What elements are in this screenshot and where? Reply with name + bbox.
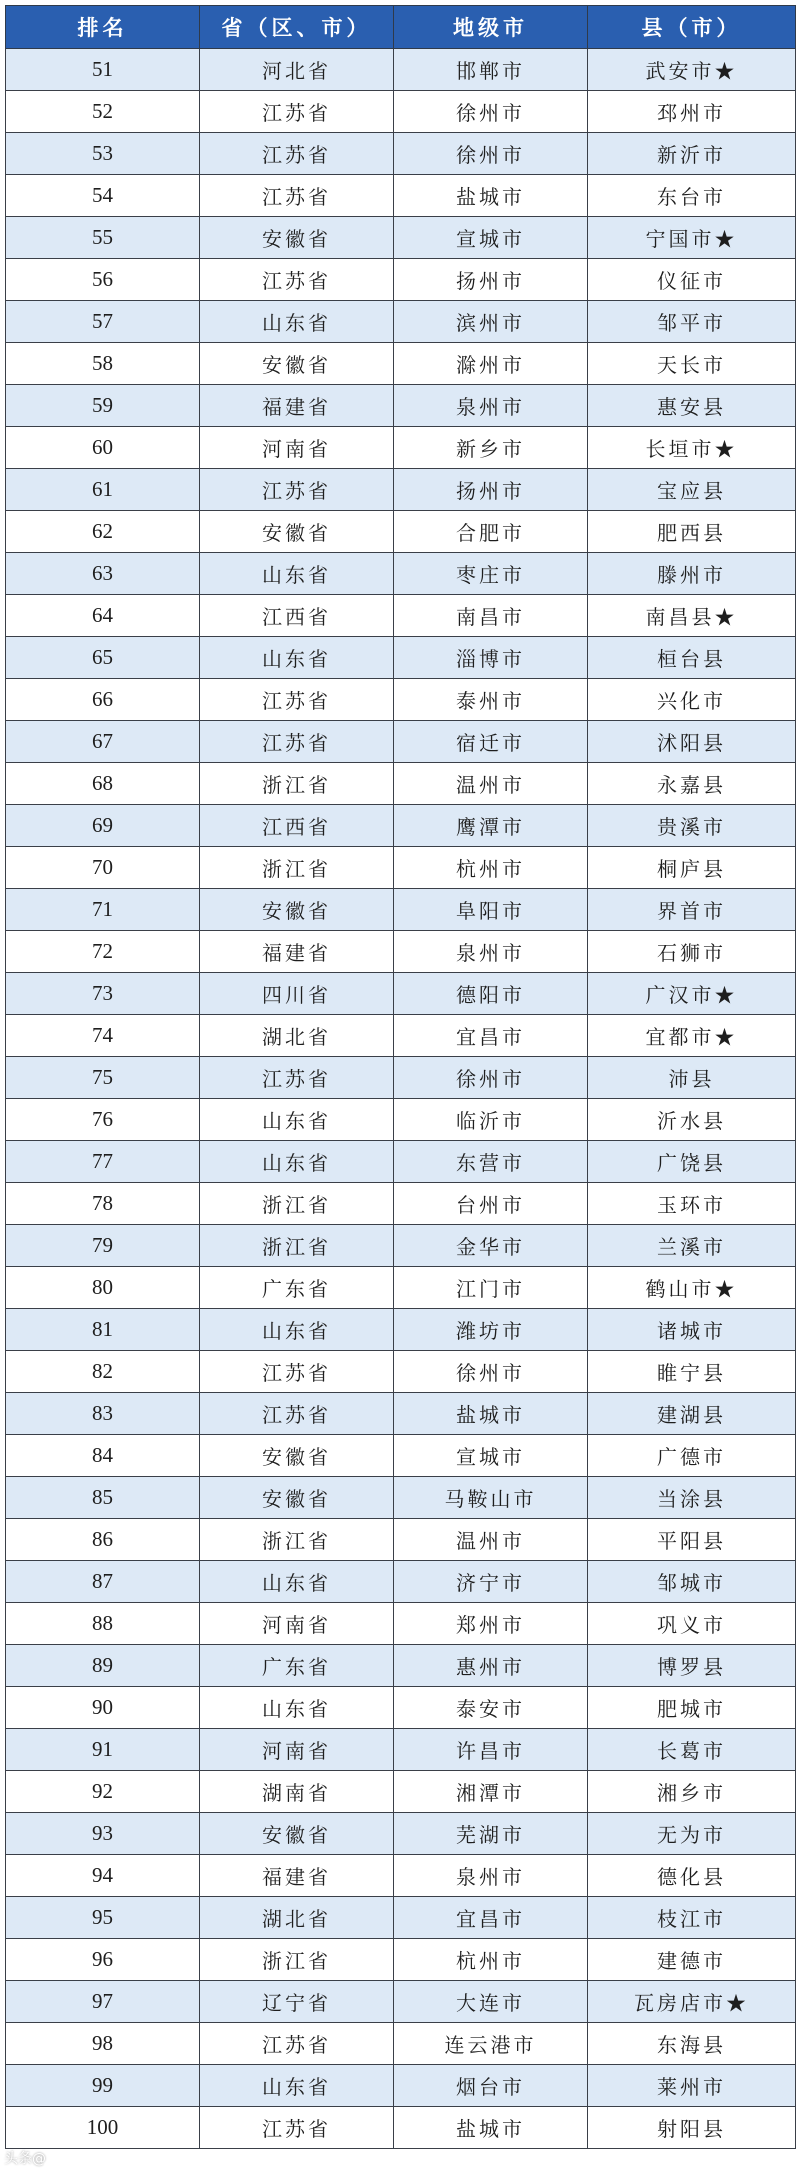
cell-rank: 74 [6, 1015, 200, 1057]
cell-province: 山东省 [200, 1309, 394, 1351]
cell-rank: 97 [6, 1981, 200, 2023]
cell-county: 广汉市★ [588, 973, 796, 1015]
table-row [6, 1813, 796, 1855]
cell-rank: 88 [6, 1603, 200, 1645]
cell-prefecture-city: 惠州市 [394, 1645, 588, 1687]
table-row [6, 1939, 796, 1981]
cell-prefecture-city: 马鞍山市 [394, 1477, 588, 1519]
cell-county: 沛县 [588, 1057, 796, 1099]
cell-county: 长垣市★ [588, 427, 796, 469]
cell-province: 江苏省 [200, 1351, 394, 1393]
table-row [6, 91, 796, 133]
cell-rank: 61 [6, 469, 200, 511]
cell-rank: 63 [6, 553, 200, 595]
cell-rank: 96 [6, 1939, 200, 1981]
cell-province: 广东省 [200, 1645, 394, 1687]
cell-rank: 94 [6, 1855, 200, 1897]
cell-rank: 54 [6, 175, 200, 217]
cell-prefecture-city: 东营市 [394, 1141, 588, 1183]
cell-province: 浙江省 [200, 1225, 394, 1267]
cell-rank: 91 [6, 1729, 200, 1771]
cell-county: 玉环市 [588, 1183, 796, 1225]
cell-province: 江苏省 [200, 2023, 394, 2065]
cell-prefecture-city: 徐州市 [394, 1351, 588, 1393]
cell-rank: 53 [6, 133, 200, 175]
table-row [6, 553, 796, 595]
cell-prefecture-city: 宜昌市 [394, 1897, 588, 1939]
cell-prefecture-city: 芜湖市 [394, 1813, 588, 1855]
cell-county: 东海县 [588, 2023, 796, 2065]
cell-province: 安徽省 [200, 511, 394, 553]
cell-county: 巩义市 [588, 1603, 796, 1645]
table-row [6, 1645, 796, 1687]
cell-prefecture-city: 济宁市 [394, 1561, 588, 1603]
cell-province: 山东省 [200, 1141, 394, 1183]
cell-rank: 93 [6, 1813, 200, 1855]
table-row [6, 973, 796, 1015]
cell-rank: 100 [6, 2107, 200, 2149]
table-row [6, 1099, 796, 1141]
cell-province: 湖南省 [200, 1771, 394, 1813]
cell-prefecture-city: 滁州市 [394, 343, 588, 385]
cell-county: 武安市★ [588, 49, 796, 91]
cell-rank: 80 [6, 1267, 200, 1309]
cell-prefecture-city: 邯郸市 [394, 49, 588, 91]
cell-province: 江苏省 [200, 259, 394, 301]
header-county: 县（市） [588, 6, 796, 49]
cell-rank: 55 [6, 217, 200, 259]
header-prefecture-city: 地级市 [394, 6, 588, 49]
cell-county: 枝江市 [588, 1897, 796, 1939]
cell-county: 肥西县 [588, 511, 796, 553]
cell-county: 南昌县★ [588, 595, 796, 637]
cell-county: 桓台县 [588, 637, 796, 679]
cell-province: 江苏省 [200, 133, 394, 175]
cell-county: 广德市 [588, 1435, 796, 1477]
cell-prefecture-city: 阜阳市 [394, 889, 588, 931]
cell-province: 福建省 [200, 1855, 394, 1897]
cell-county: 睢宁县 [588, 1351, 796, 1393]
cell-prefecture-city: 新乡市 [394, 427, 588, 469]
cell-county: 邹平市 [588, 301, 796, 343]
cell-rank: 90 [6, 1687, 200, 1729]
table-body [6, 49, 796, 2149]
cell-rank: 65 [6, 637, 200, 679]
cell-prefecture-city: 泰安市 [394, 1687, 588, 1729]
table-row [6, 1687, 796, 1729]
cell-rank: 52 [6, 91, 200, 133]
county-ranking-table [5, 5, 796, 2149]
table-row [6, 1771, 796, 1813]
header-rank: 排名 [6, 6, 200, 49]
cell-county: 沂水县 [588, 1099, 796, 1141]
cell-rank: 78 [6, 1183, 200, 1225]
cell-province: 浙江省 [200, 1939, 394, 1981]
cell-county: 长葛市 [588, 1729, 796, 1771]
cell-prefecture-city: 宜昌市 [394, 1015, 588, 1057]
table-row [6, 721, 796, 763]
cell-prefecture-city: 泉州市 [394, 1855, 588, 1897]
cell-rank: 84 [6, 1435, 200, 1477]
cell-prefecture-city: 淄博市 [394, 637, 588, 679]
cell-rank: 72 [6, 931, 200, 973]
cell-rank: 62 [6, 511, 200, 553]
cell-province: 湖北省 [200, 1015, 394, 1057]
cell-province: 山东省 [200, 1099, 394, 1141]
cell-county: 宜都市★ [588, 1015, 796, 1057]
cell-rank: 68 [6, 763, 200, 805]
table-row [6, 1435, 796, 1477]
table-row [6, 889, 796, 931]
cell-province: 安徽省 [200, 1813, 394, 1855]
cell-county: 惠安县 [588, 385, 796, 427]
cell-county: 宝应县 [588, 469, 796, 511]
cell-rank: 99 [6, 2065, 200, 2107]
table-row [6, 1351, 796, 1393]
cell-rank: 92 [6, 1771, 200, 1813]
cell-province: 安徽省 [200, 889, 394, 931]
cell-rank: 79 [6, 1225, 200, 1267]
ranking-table-container [5, 5, 795, 2149]
cell-rank: 69 [6, 805, 200, 847]
cell-rank: 71 [6, 889, 200, 931]
table-row [6, 1309, 796, 1351]
cell-province: 江苏省 [200, 91, 394, 133]
cell-county: 莱州市 [588, 2065, 796, 2107]
cell-prefecture-city: 南昌市 [394, 595, 588, 637]
cell-county: 邳州市 [588, 91, 796, 133]
cell-rank: 82 [6, 1351, 200, 1393]
cell-province: 河南省 [200, 427, 394, 469]
cell-county: 桐庐县 [588, 847, 796, 889]
cell-prefecture-city: 扬州市 [394, 469, 588, 511]
cell-rank: 83 [6, 1393, 200, 1435]
cell-prefecture-city: 温州市 [394, 763, 588, 805]
cell-prefecture-city: 德阳市 [394, 973, 588, 1015]
cell-county: 肥城市 [588, 1687, 796, 1729]
cell-rank: 81 [6, 1309, 200, 1351]
cell-prefecture-city: 徐州市 [394, 91, 588, 133]
cell-province: 浙江省 [200, 1183, 394, 1225]
cell-province: 江苏省 [200, 1393, 394, 1435]
cell-county: 博罗县 [588, 1645, 796, 1687]
cell-prefecture-city: 鹰潭市 [394, 805, 588, 847]
cell-county: 滕州市 [588, 553, 796, 595]
table-row [6, 343, 796, 385]
cell-county: 湘乡市 [588, 1771, 796, 1813]
table-row [6, 1519, 796, 1561]
cell-province: 安徽省 [200, 343, 394, 385]
header-row [6, 6, 796, 49]
table-row [6, 1477, 796, 1519]
table-row [6, 259, 796, 301]
table-row [6, 427, 796, 469]
cell-province: 山东省 [200, 2065, 394, 2107]
cell-rank: 51 [6, 49, 200, 91]
cell-prefecture-city: 杭州市 [394, 1939, 588, 1981]
table-row [6, 1603, 796, 1645]
cell-rank: 59 [6, 385, 200, 427]
cell-province: 辽宁省 [200, 1981, 394, 2023]
cell-province: 四川省 [200, 973, 394, 1015]
table-row [6, 175, 796, 217]
cell-prefecture-city: 滨州市 [394, 301, 588, 343]
cell-province: 江苏省 [200, 679, 394, 721]
cell-province: 江西省 [200, 805, 394, 847]
table-row [6, 511, 796, 553]
cell-prefecture-city: 宣城市 [394, 217, 588, 259]
cell-province: 河北省 [200, 49, 394, 91]
cell-prefecture-city: 泰州市 [394, 679, 588, 721]
table-row [6, 301, 796, 343]
cell-prefecture-city: 许昌市 [394, 1729, 588, 1771]
cell-rank: 64 [6, 595, 200, 637]
cell-prefecture-city: 合肥市 [394, 511, 588, 553]
cell-rank: 58 [6, 343, 200, 385]
cell-province: 广东省 [200, 1267, 394, 1309]
cell-prefecture-city: 临沂市 [394, 1099, 588, 1141]
table-row [6, 595, 796, 637]
table-row [6, 2065, 796, 2107]
cell-prefecture-city: 江门市 [394, 1267, 588, 1309]
cell-province: 山东省 [200, 1561, 394, 1603]
cell-county: 宁国市★ [588, 217, 796, 259]
table-row [6, 2023, 796, 2065]
cell-province: 福建省 [200, 385, 394, 427]
cell-province: 湖北省 [200, 1897, 394, 1939]
table-row [6, 217, 796, 259]
header-province: 省（区、市） [200, 6, 394, 49]
table-row [6, 931, 796, 973]
cell-rank: 76 [6, 1099, 200, 1141]
cell-county: 沭阳县 [588, 721, 796, 763]
cell-prefecture-city: 徐州市 [394, 1057, 588, 1099]
table-row [6, 49, 796, 91]
cell-province: 江苏省 [200, 2107, 394, 2149]
cell-rank: 70 [6, 847, 200, 889]
cell-prefecture-city: 连云港市 [394, 2023, 588, 2065]
cell-county: 贵溪市 [588, 805, 796, 847]
cell-province: 安徽省 [200, 1435, 394, 1477]
cell-county: 德化县 [588, 1855, 796, 1897]
cell-county: 当涂县 [588, 1477, 796, 1519]
table-row [6, 133, 796, 175]
cell-county: 平阳县 [588, 1519, 796, 1561]
cell-province: 江苏省 [200, 1057, 394, 1099]
cell-province: 浙江省 [200, 763, 394, 805]
cell-county: 诸城市 [588, 1309, 796, 1351]
cell-county: 鹤山市★ [588, 1267, 796, 1309]
cell-rank: 98 [6, 2023, 200, 2065]
cell-county: 界首市 [588, 889, 796, 931]
table-row [6, 469, 796, 511]
cell-prefecture-city: 潍坊市 [394, 1309, 588, 1351]
cell-county: 石狮市 [588, 931, 796, 973]
table-header [6, 6, 796, 49]
table-row [6, 1015, 796, 1057]
cell-province: 安徽省 [200, 217, 394, 259]
cell-province: 福建省 [200, 931, 394, 973]
table-row [6, 1057, 796, 1099]
cell-prefecture-city: 湘潭市 [394, 1771, 588, 1813]
cell-prefecture-city: 郑州市 [394, 1603, 588, 1645]
cell-county: 东台市 [588, 175, 796, 217]
cell-prefecture-city: 金华市 [394, 1225, 588, 1267]
table-row [6, 1981, 796, 2023]
cell-prefecture-city: 盐城市 [394, 1393, 588, 1435]
cell-rank: 60 [6, 427, 200, 469]
cell-prefecture-city: 扬州市 [394, 259, 588, 301]
table-row [6, 847, 796, 889]
cell-county: 无为市 [588, 1813, 796, 1855]
table-row [6, 1729, 796, 1771]
watermark: 头条@ [4, 2151, 46, 2167]
cell-county: 兰溪市 [588, 1225, 796, 1267]
cell-rank: 75 [6, 1057, 200, 1099]
cell-province: 山东省 [200, 637, 394, 679]
cell-county: 天长市 [588, 343, 796, 385]
cell-rank: 86 [6, 1519, 200, 1561]
cell-rank: 56 [6, 259, 200, 301]
table-row [6, 385, 796, 427]
cell-rank: 89 [6, 1645, 200, 1687]
cell-county: 建湖县 [588, 1393, 796, 1435]
cell-county: 瓦房店市★ [588, 1981, 796, 2023]
cell-prefecture-city: 宿迁市 [394, 721, 588, 763]
cell-rank: 87 [6, 1561, 200, 1603]
cell-province: 山东省 [200, 1687, 394, 1729]
cell-province: 浙江省 [200, 1519, 394, 1561]
cell-province: 江苏省 [200, 469, 394, 511]
cell-province: 江苏省 [200, 175, 394, 217]
table-row [6, 1855, 796, 1897]
cell-prefecture-city: 大连市 [394, 1981, 588, 2023]
cell-prefecture-city: 泉州市 [394, 385, 588, 427]
cell-province: 山东省 [200, 301, 394, 343]
table-row [6, 1561, 796, 1603]
cell-county: 兴化市 [588, 679, 796, 721]
table-row [6, 1393, 796, 1435]
table-row [6, 1225, 796, 1267]
cell-county: 建德市 [588, 1939, 796, 1981]
cell-prefecture-city: 枣庄市 [394, 553, 588, 595]
cell-county: 广饶县 [588, 1141, 796, 1183]
cell-prefecture-city: 宣城市 [394, 1435, 588, 1477]
cell-rank: 67 [6, 721, 200, 763]
cell-province: 山东省 [200, 553, 394, 595]
cell-prefecture-city: 徐州市 [394, 133, 588, 175]
cell-province: 江西省 [200, 595, 394, 637]
cell-prefecture-city: 盐城市 [394, 175, 588, 217]
cell-rank: 66 [6, 679, 200, 721]
table-row [6, 1141, 796, 1183]
cell-province: 河南省 [200, 1729, 394, 1771]
cell-prefecture-city: 盐城市 [394, 2107, 588, 2149]
cell-prefecture-city: 烟台市 [394, 2065, 588, 2107]
cell-county: 仪征市 [588, 259, 796, 301]
table-row [6, 2107, 796, 2149]
cell-prefecture-city: 台州市 [394, 1183, 588, 1225]
cell-county: 永嘉县 [588, 763, 796, 805]
table-row [6, 805, 796, 847]
cell-county: 邹城市 [588, 1561, 796, 1603]
table-row [6, 763, 796, 805]
cell-rank: 73 [6, 973, 200, 1015]
cell-province: 江苏省 [200, 721, 394, 763]
table-row [6, 637, 796, 679]
cell-prefecture-city: 泉州市 [394, 931, 588, 973]
cell-rank: 95 [6, 1897, 200, 1939]
cell-prefecture-city: 温州市 [394, 1519, 588, 1561]
cell-county: 射阳县 [588, 2107, 796, 2149]
cell-province: 河南省 [200, 1603, 394, 1645]
table-row [6, 1267, 796, 1309]
table-row [6, 1183, 796, 1225]
cell-province: 安徽省 [200, 1477, 394, 1519]
cell-rank: 77 [6, 1141, 200, 1183]
table-row [6, 679, 796, 721]
cell-county: 新沂市 [588, 133, 796, 175]
cell-province: 浙江省 [200, 847, 394, 889]
cell-rank: 85 [6, 1477, 200, 1519]
cell-prefecture-city: 杭州市 [394, 847, 588, 889]
table-row [6, 1897, 796, 1939]
cell-rank: 57 [6, 301, 200, 343]
